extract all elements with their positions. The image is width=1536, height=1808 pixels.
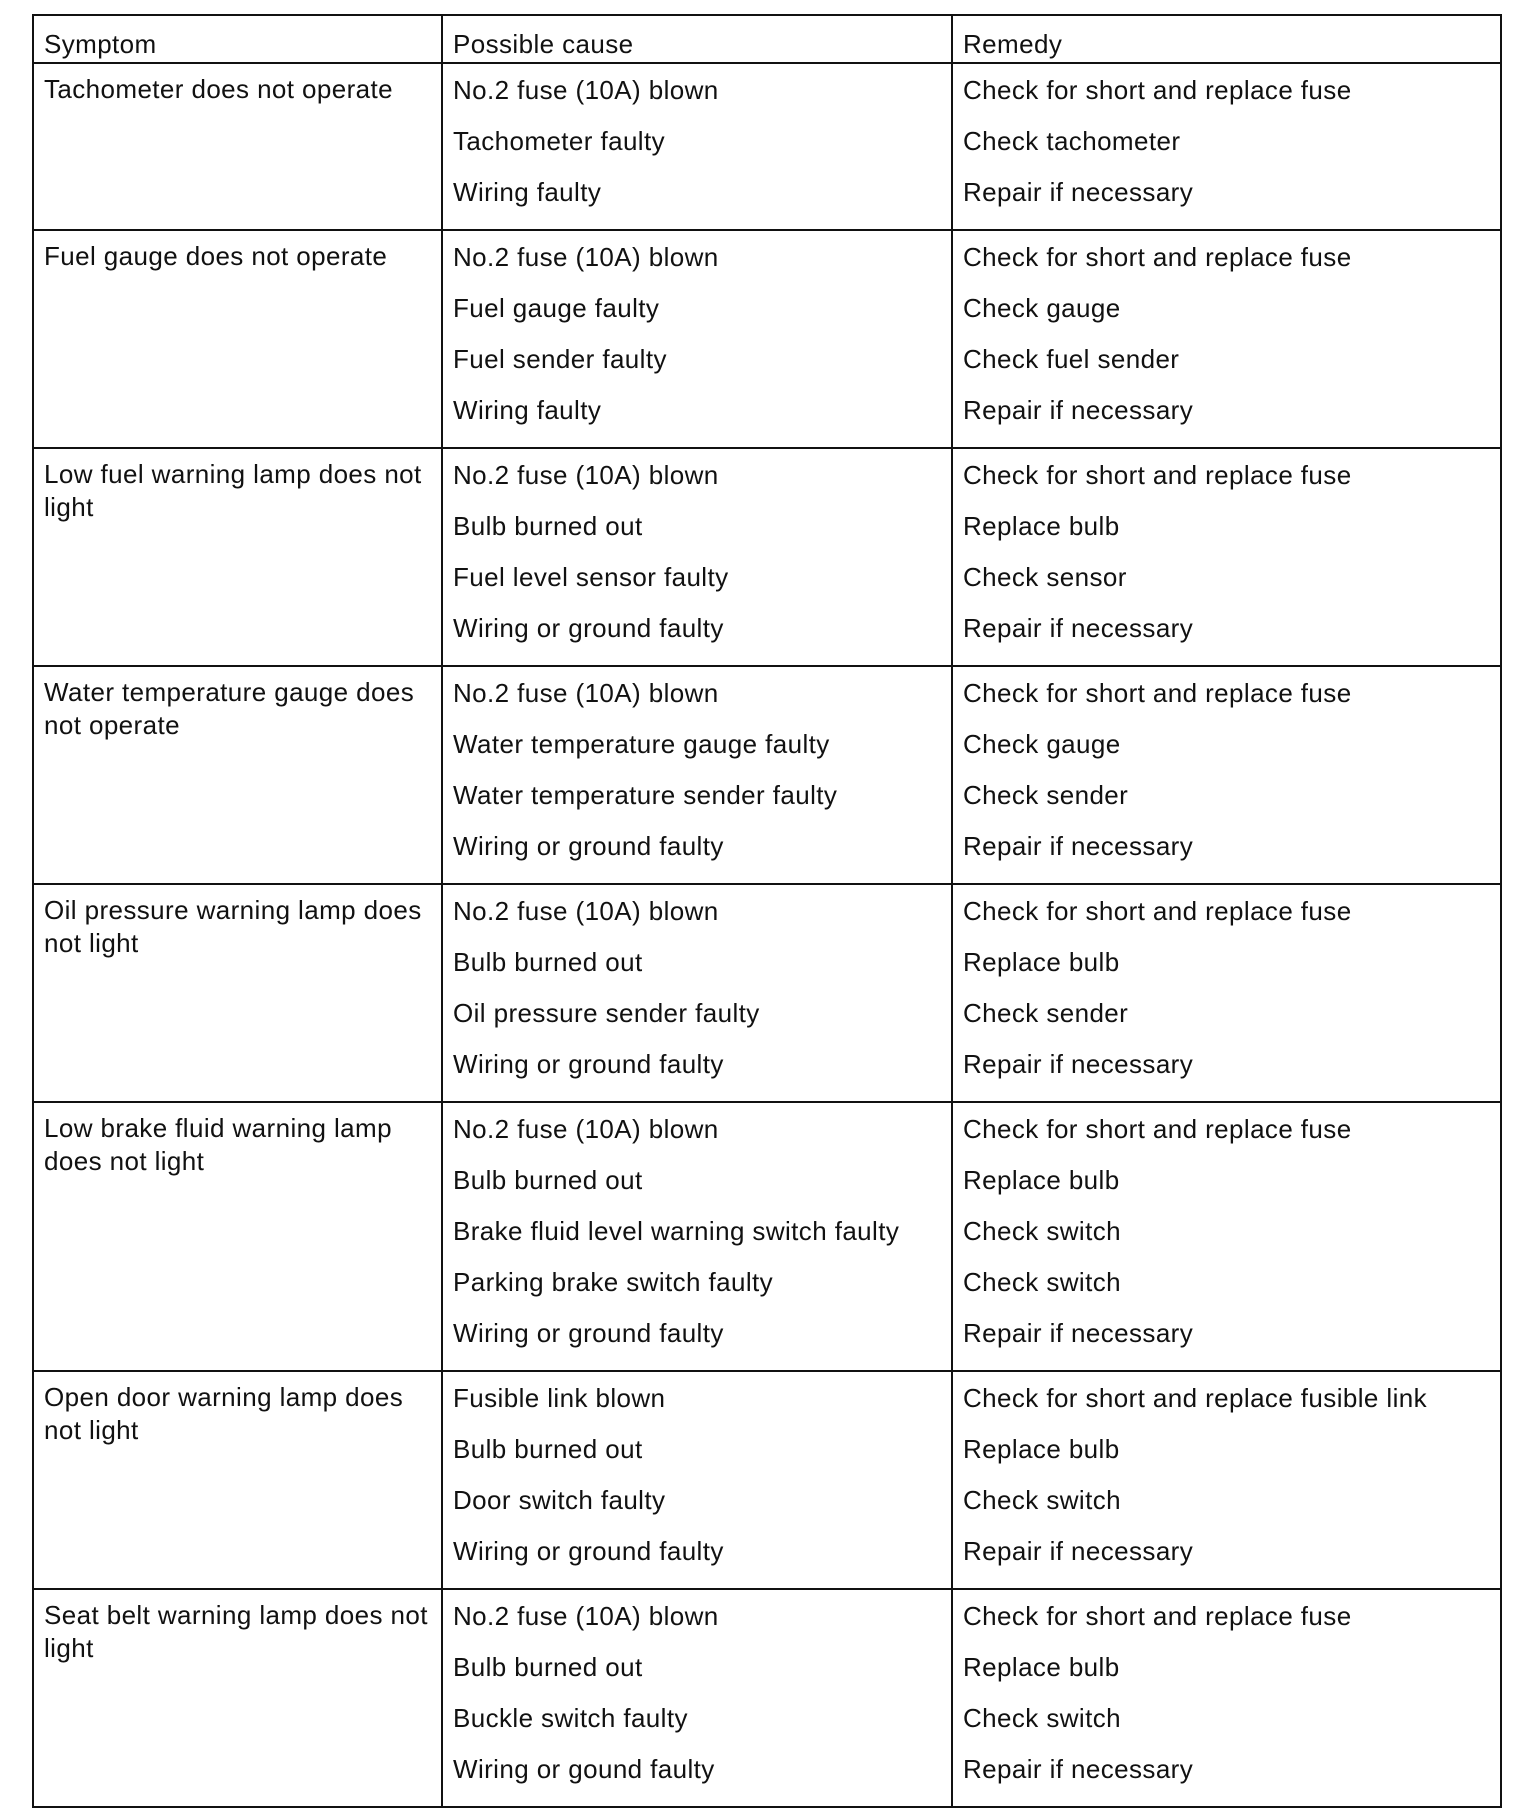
table-header-row	[33, 15, 1501, 63]
remedy-item: Replace bulb	[963, 1434, 1120, 1464]
remedy-item: Check switch	[963, 1703, 1121, 1733]
possible-cause-item: Brake fluid level warning switch faulty	[453, 1216, 900, 1246]
remedy-item: Replace bulb	[963, 511, 1120, 541]
possible-cause-item: Tachometer faulty	[453, 126, 666, 156]
possible-cause-item: Water temperature gauge faulty	[453, 729, 830, 759]
possible-cause-item: Wiring or ground faulty	[453, 1536, 724, 1566]
possible-cause-item: No.2 fuse (10A) blown	[453, 75, 719, 105]
possible-cause-cell	[442, 448, 952, 666]
symptom-cell	[33, 1102, 442, 1371]
possible-cause-item: Water temperature sender faulty	[453, 780, 838, 810]
remedy-item: Check for short and replace fusible link	[963, 1383, 1428, 1413]
possible-cause-cell	[442, 63, 952, 230]
remedy-item: Check sender	[963, 998, 1129, 1028]
possible-cause-item: Bulb burned out	[453, 947, 643, 977]
remedy-item: Replace bulb	[963, 947, 1120, 977]
possible-cause-cell	[442, 884, 952, 1102]
remedy-cell	[952, 63, 1501, 230]
remedy-item: Repair if necessary	[963, 1049, 1194, 1079]
symptom-text: Oil pressure warning lamp does not light	[44, 895, 422, 958]
possible-cause-item: Fuel gauge faulty	[453, 293, 660, 323]
remedy-item: Check gauge	[963, 729, 1121, 759]
possible-cause-cell	[442, 1371, 952, 1589]
header-possible-cause: Possible cause	[442, 15, 952, 63]
remedy-item: Check gauge	[963, 293, 1121, 323]
possible-cause-item: Wiring faulty	[453, 177, 602, 207]
header-symptom: Symptom	[33, 15, 442, 63]
table-row	[33, 1589, 1501, 1807]
remedy-item: Replace bulb	[963, 1652, 1120, 1682]
symptom-cell	[33, 448, 442, 666]
symptom-text: Water temperature gauge does not operate	[44, 677, 415, 740]
remedy-cell	[952, 666, 1501, 884]
remedy-item: Check sender	[963, 780, 1129, 810]
remedy-item: Check for short and replace fuse	[963, 75, 1352, 105]
possible-cause-item: Bulb burned out	[453, 511, 643, 541]
possible-cause-cell	[442, 1102, 952, 1371]
symptom-cell	[33, 666, 442, 884]
remedy-item: Replace bulb	[963, 1165, 1120, 1195]
possible-cause-item: Parking brake switch faulty	[453, 1267, 774, 1297]
symptom-text: Tachometer does not operate	[44, 74, 394, 104]
possible-cause-item: Fusible link blown	[453, 1383, 666, 1413]
possible-cause-item: No.2 fuse (10A) blown	[453, 242, 719, 272]
remedy-cell	[952, 1371, 1501, 1589]
possible-cause-item: Fuel level sensor faulty	[453, 562, 729, 592]
symptom-text: Seat belt warning lamp does not light	[44, 1600, 428, 1663]
remedy-item: Check for short and replace fuse	[963, 896, 1352, 926]
remedy-item: Check switch	[963, 1216, 1121, 1246]
symptom-text: Low fuel warning lamp does not light	[44, 459, 422, 522]
possible-cause-item: Buckle switch faulty	[453, 1703, 688, 1733]
possible-cause-item: No.2 fuse (10A) blown	[453, 1601, 719, 1631]
possible-cause-item: Fuel sender faulty	[453, 344, 667, 374]
remedy-item: Check fuel sender	[963, 344, 1180, 374]
table-row	[33, 448, 1501, 666]
remedy-item: Check sensor	[963, 562, 1127, 592]
remedy-item: Check for short and replace fuse	[963, 1114, 1352, 1144]
symptom-cell	[33, 230, 442, 448]
possible-cause-item: Bulb burned out	[453, 1165, 643, 1195]
remedy-item: Repair if necessary	[963, 1318, 1194, 1348]
possible-cause-cell	[442, 666, 952, 884]
possible-cause-item: Door switch faulty	[453, 1485, 666, 1515]
possible-cause-item: No.2 fuse (10A) blown	[453, 1114, 719, 1144]
table-row	[33, 666, 1501, 884]
possible-cause-item: Wiring or ground faulty	[453, 613, 724, 643]
table-body	[33, 63, 1501, 1807]
remedy-item: Repair if necessary	[963, 613, 1194, 643]
remedy-item: Check switch	[963, 1485, 1121, 1515]
remedy-item: Check tachometer	[963, 126, 1181, 156]
troubleshooting-table	[32, 14, 1502, 1808]
remedy-item: Check for short and replace fuse	[963, 678, 1352, 708]
remedy-item: Repair if necessary	[963, 1754, 1194, 1784]
remedy-item: Repair if necessary	[963, 831, 1194, 861]
possible-cause-item: Oil pressure sender faulty	[453, 998, 760, 1028]
header-remedy: Remedy	[952, 15, 1501, 63]
table-row	[33, 1102, 1501, 1371]
remedy-cell	[952, 1102, 1501, 1371]
remedy-item: Check for short and replace fuse	[963, 1601, 1352, 1631]
symptom-text: Open door warning lamp does not light	[44, 1382, 404, 1445]
table-row	[33, 884, 1501, 1102]
symptom-cell	[33, 884, 442, 1102]
symptom-text: Low brake fluid warning lamp does not light	[44, 1113, 392, 1176]
symptom-cell	[33, 1589, 442, 1807]
remedy-cell	[952, 230, 1501, 448]
symptom-cell	[33, 63, 442, 230]
possible-cause-item: Wiring faulty	[453, 395, 602, 425]
possible-cause-item: Bulb burned out	[453, 1652, 643, 1682]
remedy-cell	[952, 884, 1501, 1102]
possible-cause-item: Wiring or ground faulty	[453, 831, 724, 861]
possible-cause-cell	[442, 230, 952, 448]
possible-cause-item: Wiring or ground faulty	[453, 1049, 724, 1079]
possible-cause-item: Wiring or gound faulty	[453, 1754, 715, 1784]
possible-cause-item: No.2 fuse (10A) blown	[453, 896, 719, 926]
remedy-cell	[952, 1589, 1501, 1807]
possible-cause-item: No.2 fuse (10A) blown	[453, 460, 719, 490]
possible-cause-cell	[442, 1589, 952, 1807]
remedy-item: Repair if necessary	[963, 177, 1194, 207]
symptom-text: Fuel gauge does not operate	[44, 241, 388, 271]
table-row	[33, 230, 1501, 448]
remedy-item: Check for short and replace fuse	[963, 242, 1352, 272]
remedy-item: Check switch	[963, 1267, 1121, 1297]
remedy-item: Check for short and replace fuse	[963, 460, 1352, 490]
remedy-item: Repair if necessary	[963, 1536, 1194, 1566]
remedy-cell	[952, 448, 1501, 666]
remedy-item: Repair if necessary	[963, 395, 1194, 425]
possible-cause-item: No.2 fuse (10A) blown	[453, 678, 719, 708]
possible-cause-item: Bulb burned out	[453, 1434, 643, 1464]
table-row	[33, 63, 1501, 230]
symptom-cell	[33, 1371, 442, 1589]
possible-cause-item: Wiring or ground faulty	[453, 1318, 724, 1348]
table-row	[33, 1371, 1501, 1589]
